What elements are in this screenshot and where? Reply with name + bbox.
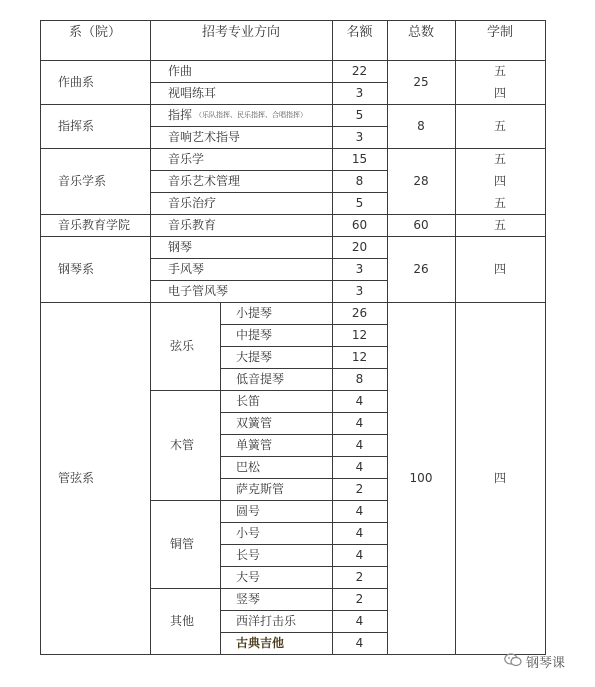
years-cell-text: 四 — [493, 471, 506, 485]
direction-cell-text: 视唱练耳 — [168, 86, 217, 100]
total-cell-text: 8 — [417, 119, 425, 133]
quota-cell — [332, 236, 387, 258]
table-bottom-border — [40, 654, 545, 655]
direction-cell-text: 萨克斯管 — [236, 482, 285, 496]
direction-cell-text: 中提琴 — [236, 328, 273, 342]
total-cell-text: 60 — [413, 218, 429, 232]
dept-cell — [40, 148, 168, 214]
quota-cell — [332, 258, 387, 280]
header-dept — [40, 20, 150, 60]
direction-cell — [150, 148, 350, 170]
quota-cell — [332, 500, 387, 522]
quota-cell — [332, 610, 387, 632]
header-direction — [150, 20, 332, 60]
quota-cell-text: 4 — [355, 394, 364, 408]
direction-cell-text: 低音提琴 — [236, 372, 285, 386]
table-right-border — [545, 20, 546, 655]
header-years — [455, 20, 545, 60]
quota-cell-text: 60 — [351, 218, 368, 232]
quota-cell — [332, 632, 387, 654]
total-cell — [387, 236, 455, 302]
direction-cell-text: 大号 — [236, 570, 261, 584]
quota-cell — [332, 478, 387, 500]
direction-cell-text: 双簧管 — [236, 416, 273, 430]
dept-cell-text: 作曲系 — [58, 75, 95, 89]
dept-cell — [40, 236, 168, 302]
direction-cell-text: 圆号 — [236, 504, 261, 518]
quota-cell-text: 8 — [355, 174, 364, 188]
years-cell-text: 四 — [493, 262, 506, 276]
direction-cell-text: 长笛 — [236, 394, 261, 408]
total-cell — [387, 104, 455, 148]
direction-cell-text: 作曲 — [168, 64, 193, 78]
quota-cell — [332, 566, 387, 588]
quota-cell — [332, 368, 387, 390]
quota-cell — [332, 390, 387, 412]
quota-cell-text: 4 — [355, 636, 364, 650]
direction-cell-text: 音乐教育 — [168, 218, 217, 232]
header-direction-text: 招考专业方向 — [201, 25, 280, 40]
years-cell — [455, 104, 545, 148]
quota-cell-text: 4 — [355, 460, 364, 474]
quota-cell-text: 15 — [351, 152, 368, 166]
direction-cell-text: 电子管风琴 — [168, 284, 229, 298]
years-cell-text: 四 — [493, 86, 506, 100]
quota-cell-text: 4 — [355, 504, 364, 518]
dept-cell — [40, 302, 168, 654]
dept-cell-text: 指挥系 — [58, 119, 95, 133]
enrollment-table — [40, 20, 545, 674]
header-quota-text: 名额 — [346, 25, 373, 40]
direction-cell — [150, 280, 350, 302]
direction-cell — [150, 170, 350, 192]
quota-cell-text: 2 — [355, 570, 364, 584]
quota-cell-text: 2 — [355, 592, 364, 606]
years-cell-text: 五 — [493, 64, 506, 78]
total-cell-text: 28 — [413, 174, 429, 188]
quota-cell-text: 3 — [355, 86, 364, 100]
header-dept-text: 系（院） — [68, 25, 121, 40]
total-cell-text: 25 — [413, 75, 429, 89]
dept-cell — [40, 104, 168, 148]
total-cell — [387, 214, 455, 236]
quota-cell-text: 3 — [355, 284, 364, 298]
quota-cell-text: 4 — [355, 614, 364, 628]
total-cell — [387, 148, 455, 214]
quota-cell — [332, 104, 387, 126]
direction-cell — [150, 236, 350, 258]
quota-cell-text: 3 — [355, 262, 364, 276]
quota-cell-text: 8 — [355, 372, 364, 386]
quota-cell — [332, 170, 387, 192]
direction-cell — [150, 258, 350, 280]
direction-cell — [150, 214, 350, 236]
direction-cell-text: 巴松 — [236, 460, 261, 474]
direction-cell-text: 西洋打击乐 — [236, 614, 297, 628]
quota-cell-text: 26 — [351, 306, 368, 320]
total-cell-text: 26 — [413, 262, 429, 276]
header-total — [387, 20, 455, 60]
direction-cell-text: 单簧管 — [236, 438, 273, 452]
quota-cell — [332, 412, 387, 434]
group-cell-text: 弦乐 — [170, 339, 195, 353]
direction-cell-text: 小号 — [236, 526, 261, 540]
quota-cell — [332, 302, 387, 324]
quota-cell — [332, 522, 387, 544]
quota-cell — [332, 324, 387, 346]
quota-cell — [332, 192, 387, 214]
group-cell — [150, 588, 240, 654]
dept-cell-text: 钢琴系 — [58, 262, 95, 276]
years-cell-text: 四 — [493, 174, 506, 188]
header-years-text: 学制 — [486, 25, 513, 40]
quota-cell — [332, 214, 387, 236]
direction-cell-text: 小提琴 — [236, 306, 273, 320]
quota-cell — [332, 280, 387, 302]
group-cell — [150, 302, 240, 390]
group-cell-text: 木管 — [170, 438, 195, 452]
quota-cell — [332, 126, 387, 148]
quota-cell-text: 4 — [355, 416, 364, 430]
quota-cell — [332, 588, 387, 610]
group-cell — [150, 390, 240, 500]
direction-note: （乐队指挥、民乐指挥、合唱指挥） — [195, 110, 308, 119]
watermark-text: 钢琴课 — [526, 656, 566, 671]
direction-cell-text: 长号 — [236, 548, 261, 562]
years-cell — [455, 60, 545, 82]
watermark — [504, 652, 565, 671]
years-cell-text: 五 — [493, 196, 506, 210]
years-cell-text: 五 — [493, 119, 506, 133]
quota-cell — [332, 82, 387, 104]
total-cell-text: 100 — [409, 471, 433, 485]
direction-cell — [150, 126, 350, 148]
direction-cell-text: 音乐治疗 — [168, 196, 217, 210]
total-cell — [387, 302, 455, 654]
direction-cell-text: 手风琴 — [168, 262, 205, 276]
quota-cell-text: 3 — [355, 130, 364, 144]
header-quota — [332, 20, 387, 60]
quota-cell — [332, 544, 387, 566]
years-cell-text: 五 — [493, 218, 506, 232]
wechat-icon — [504, 653, 526, 671]
direction-cell — [150, 192, 350, 214]
dept-cell-text: 管弦系 — [58, 471, 95, 485]
dept-cell-text: 音乐教育学院 — [58, 218, 131, 232]
years-cell — [455, 302, 545, 654]
direction-cell-text: 钢琴 — [168, 240, 193, 254]
quota-cell-text: 2 — [355, 482, 364, 496]
quota-cell — [332, 456, 387, 478]
quota-cell — [332, 60, 387, 82]
quota-cell-text: 4 — [355, 548, 364, 562]
quota-cell-text: 12 — [351, 350, 368, 364]
years-cell — [455, 236, 545, 302]
years-cell — [455, 170, 545, 192]
quota-cell-text: 22 — [351, 64, 368, 78]
header-total-text: 总数 — [407, 25, 434, 40]
table-top-border — [40, 20, 545, 21]
quota-cell — [332, 434, 387, 456]
quota-cell-text: 5 — [355, 108, 364, 122]
years-cell — [455, 214, 545, 236]
direction-cell-text: 音响艺术指导 — [168, 130, 241, 144]
quota-cell-text: 4 — [355, 526, 364, 540]
quota-cell — [332, 148, 387, 170]
dept-cell-text: 音乐学系 — [58, 174, 107, 188]
direction-cell-text: 指挥 — [168, 108, 193, 122]
years-cell — [455, 148, 545, 170]
quota-cell-text: 20 — [351, 240, 368, 254]
group-cell — [150, 500, 240, 588]
quota-cell-text: 4 — [355, 438, 364, 452]
direction-cell-text: 古典吉他 — [236, 636, 285, 650]
direction-cell-text: 竖琴 — [236, 592, 261, 606]
years-cell-text: 五 — [493, 152, 506, 166]
direction-cell-text: 音乐学 — [168, 152, 205, 166]
dept-cell — [40, 214, 168, 236]
total-cell — [387, 60, 455, 104]
dept-cell — [40, 60, 168, 104]
group-cell-text: 其他 — [170, 614, 195, 628]
quota-cell-text: 5 — [355, 196, 364, 210]
direction-cell-text: 音乐艺术管理 — [168, 174, 241, 188]
group-cell-text: 铜管 — [170, 537, 195, 551]
direction-cell — [150, 104, 350, 126]
direction-cell — [150, 82, 350, 104]
years-cell — [455, 192, 545, 214]
quota-cell — [332, 346, 387, 368]
quota-cell-text: 12 — [351, 328, 368, 342]
direction-cell — [150, 60, 350, 82]
direction-cell-text: 大提琴 — [236, 350, 273, 364]
years-cell — [455, 82, 545, 104]
